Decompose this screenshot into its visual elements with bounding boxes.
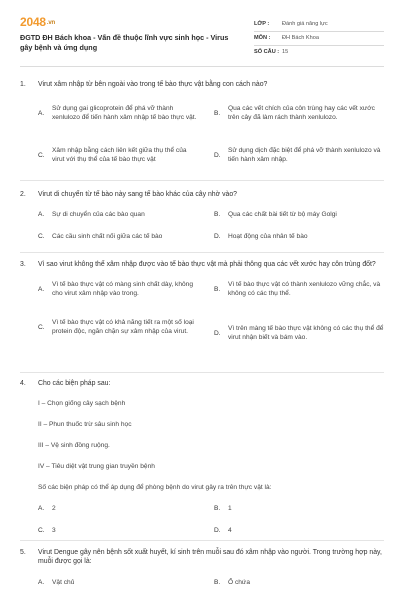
question-text: Vì sao virut không thể xâm nhập được vào tế bào thực vật mà phải thông qua các vết xước hay côn trùng đốt? (38, 261, 376, 268)
meta-label: SỐ CÂU : (254, 49, 280, 56)
question-number: 3. (20, 261, 26, 268)
option-d[interactable] (214, 325, 384, 343)
question-number: 4. (20, 380, 26, 387)
option-text: Vật chủ (52, 578, 75, 586)
question-divider (20, 252, 384, 253)
option-text: Vì tế bào thực vật có màng sinh chất dày, không cho virut xâm nhập vào trong. (52, 281, 194, 298)
option-text: Sử dụng dịch đặc biệt để phá vỡ thành xenlulozo và tiến hành xâm nhập. (228, 147, 381, 164)
options-grid (38, 499, 384, 543)
worksheet-header (20, 14, 384, 60)
meta-table (254, 18, 384, 60)
option-text: 4 (228, 526, 232, 534)
site-logo[interactable] (20, 14, 55, 30)
question-text: Virut Dengue gây nên bệnh sốt xuất huyết, kí sinh trên muỗi sau đó xâm nhập vào người. Trong trường hợp này, muỗi được gọi là: (38, 549, 382, 566)
option-letter: C. (38, 233, 45, 241)
meta-value: ĐH Bách Khoa (282, 34, 320, 41)
option-a[interactable] (38, 281, 203, 299)
measure-line: I – Chọn giống cây sạch bệnh (38, 400, 126, 408)
question-2 (20, 190, 384, 251)
option-letter: A. (38, 285, 45, 293)
meta-row-count (254, 46, 384, 60)
option-b[interactable] (214, 579, 384, 588)
options-grid (38, 577, 384, 597)
question-prompt: Số các biện pháp có thể áp dụng để phòng bệnh do virut gây ra trên thực vật là: (38, 483, 272, 491)
meta-row-class (254, 18, 384, 32)
option-b[interactable] (214, 505, 384, 514)
header-divider (20, 66, 384, 67)
option-letter: A. (38, 504, 45, 512)
option-letter: B. (214, 578, 221, 586)
option-text: Vì trên màng tế bào thực vật không có các thụ thể để virut nhận biết và bám vào. (228, 325, 384, 342)
option-text: Vì tế bào thực vật có thành xenlulozo vững chắc, và không có các thụ thể. (228, 281, 381, 298)
option-d[interactable] (214, 147, 384, 165)
question-text: Cho các biện pháp sau: (38, 380, 111, 387)
option-a[interactable] (38, 505, 208, 514)
options-grid (38, 97, 384, 175)
option-text: 3 (52, 526, 56, 534)
option-text: 1 (228, 504, 232, 512)
option-letter: B. (214, 109, 221, 117)
option-text: Sử dụng gai glicoprotein để phá vỡ thành xenlulozo để tiến hành xâm nhập tế bào thực vật. (52, 105, 197, 122)
option-text: Sự di chuyển của các bào quan (52, 211, 145, 219)
option-letter: B. (214, 285, 221, 293)
option-text: Qua các vết chích của côn trùng hay các vết xước trên cây đã làm rách thành xenlulozo. (228, 105, 375, 122)
option-letter: B. (214, 211, 221, 219)
option-text: Vì tế bào thực vật có khả năng tiết ra một số loại protein độc, ngăn chặn sự xâm nhập của virut. (52, 319, 194, 336)
question-number: 2. (20, 191, 26, 198)
option-letter: D. (214, 151, 221, 159)
option-letter: B. (214, 504, 221, 512)
meta-label: LỚP : (254, 20, 270, 27)
measure-line: IV – Tiêu diệt vật trung gian truyền bệnh (38, 462, 155, 470)
option-letter: A. (38, 578, 45, 586)
meta-label: MÔN : (254, 34, 271, 41)
option-b[interactable] (214, 105, 384, 123)
option-letter: C. (38, 526, 45, 534)
option-text: Hoạt động của nhân tế bào (228, 233, 308, 241)
option-c[interactable] (38, 147, 198, 165)
question-stem (20, 548, 384, 567)
option-text: Ổ chứa (228, 578, 251, 586)
question-stem (20, 260, 384, 269)
measure-line: III – Vệ sinh đồng ruộng. (38, 442, 110, 450)
option-c[interactable] (38, 527, 208, 536)
options-grid (38, 207, 384, 251)
document-title: ĐGTD ĐH Bách khoa - Vấn đề thuộc lĩnh vực sinh học - Virus gây bệnh và ứng dụng (20, 33, 229, 52)
option-letter: D. (214, 233, 221, 241)
question-4 (20, 379, 384, 543)
option-a[interactable] (38, 579, 208, 588)
meta-value: 15 (282, 49, 289, 56)
option-letter: D. (214, 526, 221, 534)
question-divider (20, 540, 384, 541)
option-c[interactable] (38, 319, 203, 337)
option-a[interactable] (38, 105, 198, 123)
logo-suffix: .vn (46, 19, 55, 26)
option-d[interactable] (214, 527, 384, 536)
option-d[interactable] (214, 233, 384, 242)
option-letter: C. (38, 323, 45, 331)
question-stem (20, 80, 384, 89)
question-text: Virut di chuyển từ tế bào này sang tế bào khác của cây nhờ vào? (38, 191, 238, 198)
option-letter: A. (38, 109, 45, 117)
question-divider (20, 180, 384, 181)
question-3 (20, 260, 384, 371)
option-letter: A. (38, 211, 45, 219)
question-text: Virut xâm nhập từ bên ngoài vào trong tế bào thực vật bằng con cách nào? (38, 81, 268, 88)
question-5 (20, 548, 384, 597)
measure-line: II – Phun thuốc trừ sâu sinh học (38, 421, 132, 429)
question-number: 5. (20, 549, 26, 556)
meta-row-subject (254, 32, 384, 46)
question-stem (20, 379, 384, 388)
option-text: Xâm nhập bằng cách liên kết giữa thụ thể của virut với thụ thể của tế bào thực vật (52, 147, 187, 164)
question-1 (20, 80, 384, 175)
option-letter: D. (214, 329, 221, 337)
option-b[interactable] (214, 211, 384, 220)
question-number: 1. (20, 81, 26, 88)
option-text: Qua các chất bài tiết từ bộ máy Golgi (228, 211, 337, 219)
option-c[interactable] (38, 233, 208, 242)
options-grid (38, 277, 384, 371)
option-text: Các cầu sinh chất nối giữa các tế bào (52, 233, 163, 241)
option-b[interactable] (214, 281, 384, 299)
option-a[interactable] (38, 211, 208, 220)
meta-value: Đánh giá năng lực (282, 20, 328, 27)
option-text: 2 (52, 504, 56, 512)
option-letter: C. (38, 151, 45, 159)
question-divider (20, 372, 384, 373)
logo-text: 2048 (20, 15, 46, 29)
question-stem (20, 190, 384, 199)
